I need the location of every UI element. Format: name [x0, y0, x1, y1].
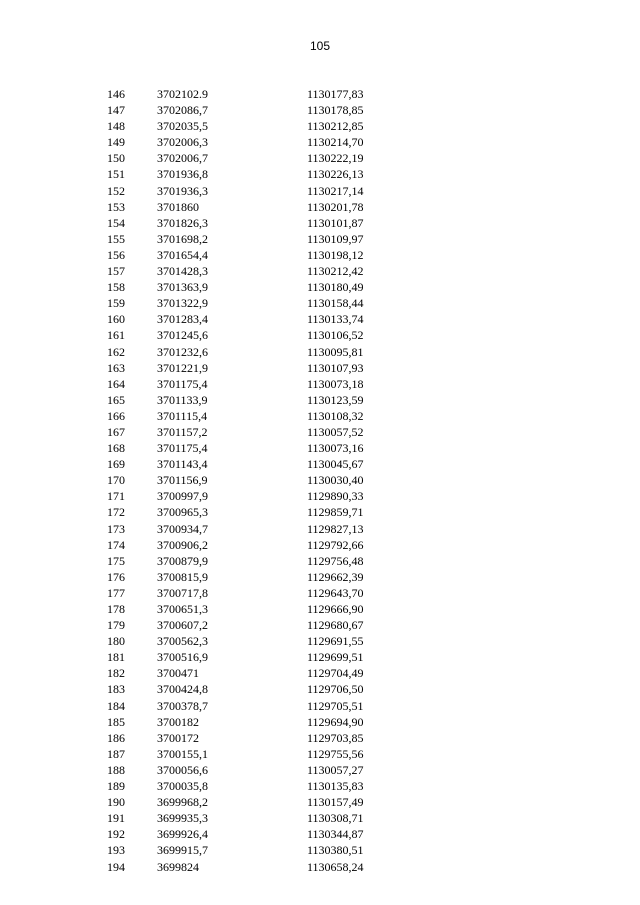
point-number: 179: [107, 618, 125, 633]
point-number: 163: [107, 360, 125, 375]
x-coordinate: 3700424,8: [157, 682, 208, 697]
table-row: [0, 392, 640, 408]
point-number: 173: [107, 521, 125, 536]
y-coordinate: 1130217,14: [307, 183, 364, 198]
y-coordinate: 1130344,87: [307, 827, 364, 842]
x-coordinate: 3699935,3: [157, 811, 208, 826]
x-coordinate: 3701157,2: [157, 424, 208, 439]
table-row: [0, 746, 640, 762]
y-coordinate: 1129705,51: [307, 698, 364, 713]
table-row: [0, 649, 640, 665]
y-coordinate: 1130212,85: [307, 119, 364, 134]
y-coordinate: 1130106,52: [307, 328, 364, 343]
x-coordinate: 3700906,2: [157, 537, 208, 552]
x-coordinate: 3700471: [157, 666, 199, 681]
table-row: [0, 569, 640, 585]
point-number: 170: [107, 473, 125, 488]
y-coordinate: 1129643,70: [307, 585, 364, 600]
table-row: [0, 617, 640, 633]
table-row: [0, 215, 640, 231]
table-row: [0, 166, 640, 182]
point-number: 189: [107, 779, 125, 794]
y-coordinate: 1130158,44: [307, 296, 364, 311]
y-coordinate: 1130157,49: [307, 795, 364, 810]
table-row: [0, 150, 640, 166]
table-row: [0, 601, 640, 617]
y-coordinate: 1129755,56: [307, 746, 364, 761]
x-coordinate: 3701143,4: [157, 457, 208, 472]
y-coordinate: 1130658,24: [307, 859, 364, 874]
point-number: 192: [107, 827, 125, 842]
x-coordinate: 3700378,7: [157, 698, 208, 713]
table-row: [0, 456, 640, 472]
y-coordinate: 1130214,70: [307, 135, 364, 150]
y-coordinate: 1129699,51: [307, 650, 364, 665]
y-coordinate: 1130177,83: [307, 87, 364, 101]
table-row: [0, 810, 640, 826]
table-row: [0, 102, 640, 118]
x-coordinate: 3701133,9: [157, 392, 208, 407]
point-number: 166: [107, 408, 125, 423]
x-coordinate: 3701175,4: [157, 376, 208, 391]
point-number: 184: [107, 698, 125, 713]
x-coordinate: 3701654,4: [157, 247, 208, 262]
point-number: 149: [107, 135, 125, 150]
y-coordinate: 1130308,71: [307, 811, 364, 826]
table-row: [0, 231, 640, 247]
y-coordinate: 1129706,50: [307, 682, 364, 697]
x-coordinate: 3702006,3: [157, 135, 208, 150]
point-number: 169: [107, 457, 125, 472]
table-row: [0, 633, 640, 649]
x-coordinate: 3700182: [157, 714, 199, 729]
table-row: [0, 408, 640, 424]
table-row: [0, 681, 640, 697]
table-row: [0, 698, 640, 714]
point-number: 193: [107, 843, 125, 858]
table-row: [0, 424, 640, 440]
x-coordinate: 3701363,9: [157, 280, 208, 295]
point-number: 174: [107, 537, 125, 552]
point-number: 178: [107, 602, 125, 616]
table-row: [0, 295, 640, 311]
point-number: 157: [107, 264, 125, 279]
x-coordinate: 3701860: [157, 199, 199, 214]
x-coordinate: 3700934,7: [157, 521, 208, 536]
x-coordinate: 3701826,3: [157, 215, 208, 230]
x-coordinate: 3700172: [157, 730, 199, 745]
x-coordinate: 3701232,6: [157, 344, 208, 359]
y-coordinate: 1130073,18: [307, 376, 364, 391]
x-coordinate: 3699915,7: [157, 843, 208, 858]
point-number: 165: [107, 392, 125, 407]
point-number: 147: [107, 103, 125, 118]
table-row: [0, 247, 640, 263]
y-coordinate: 1130380,51: [307, 843, 364, 858]
x-coordinate: 3701283,4: [157, 312, 208, 327]
table-row: [0, 279, 640, 295]
point-number: 176: [107, 569, 125, 584]
table-row: [0, 585, 640, 601]
point-number: 167: [107, 424, 125, 439]
y-coordinate: 1130123,59: [307, 392, 364, 407]
y-coordinate: 1129756,48: [307, 553, 364, 568]
x-coordinate: 3702102.9: [157, 87, 208, 101]
point-number: 175: [107, 553, 125, 568]
point-number: 151: [107, 167, 125, 182]
y-coordinate: 1130057,27: [307, 762, 364, 777]
table-row: [0, 665, 640, 681]
table-row: [0, 730, 640, 746]
point-number: 152: [107, 183, 125, 198]
x-coordinate: 3700056,6: [157, 762, 208, 777]
table-row: [0, 440, 640, 456]
table-row: [0, 553, 640, 569]
point-number: 159: [107, 296, 125, 311]
x-coordinate: 3700516,9: [157, 650, 208, 665]
y-coordinate: 1130178,85: [307, 103, 364, 118]
table-row: [0, 859, 640, 875]
x-coordinate: 3700997,9: [157, 489, 208, 504]
point-number: 171: [107, 489, 125, 504]
table-row: [0, 762, 640, 778]
x-coordinate: 3700815,9: [157, 569, 208, 584]
point-number: 155: [107, 231, 125, 246]
x-coordinate: 3700035,8: [157, 779, 208, 794]
point-number: 185: [107, 714, 125, 729]
point-number: 186: [107, 730, 125, 745]
table-row: [0, 86, 640, 102]
y-coordinate: 1129703,85: [307, 730, 364, 745]
x-coordinate: 3702035,5: [157, 119, 208, 134]
y-coordinate: 1130212,42: [307, 264, 364, 279]
x-coordinate: 3701175,4: [157, 441, 208, 456]
table-row: [0, 134, 640, 150]
point-number: 160: [107, 312, 125, 327]
y-coordinate: 1129680,67: [307, 618, 364, 633]
point-number: 187: [107, 746, 125, 761]
x-coordinate: 3700562,3: [157, 634, 208, 649]
y-coordinate: 1129704,49: [307, 666, 364, 681]
x-coordinate: 3700717,8: [157, 585, 208, 600]
table-row: [0, 311, 640, 327]
table-row: [0, 472, 640, 488]
point-number: 148: [107, 119, 125, 134]
point-number: 191: [107, 811, 125, 826]
table-row: [0, 344, 640, 360]
point-number: 177: [107, 585, 125, 600]
y-coordinate: 1130030,40: [307, 473, 364, 488]
x-coordinate: 3701322,9: [157, 296, 208, 311]
table-row: [0, 327, 640, 343]
y-coordinate: 1130180,49: [307, 280, 364, 295]
table-row: [0, 263, 640, 279]
point-number: 146: [107, 87, 125, 101]
x-coordinate: 3700607,2: [157, 618, 208, 633]
y-coordinate: 1130095,81: [307, 344, 364, 359]
point-number: 181: [107, 650, 125, 665]
y-coordinate: 1130045,67: [307, 457, 364, 472]
x-coordinate: 3699926,4: [157, 827, 208, 842]
point-number: 183: [107, 682, 125, 697]
y-coordinate: 1130073,16: [307, 441, 364, 456]
point-number: 168: [107, 441, 125, 456]
x-coordinate: 3701115,4: [157, 408, 208, 423]
y-coordinate: 1130222,19: [307, 151, 364, 166]
y-coordinate: 1129792,66: [307, 537, 364, 552]
table-row: [0, 778, 640, 794]
table-row: [0, 842, 640, 858]
point-number: 194: [107, 859, 125, 874]
point-number: 172: [107, 505, 125, 520]
x-coordinate: 3701156,9: [157, 473, 208, 488]
table-row: [0, 537, 640, 553]
point-number: 154: [107, 215, 125, 230]
y-coordinate: 1129666,90: [307, 602, 364, 616]
x-coordinate: 3700879,9: [157, 553, 208, 568]
y-coordinate: 1130107,93: [307, 360, 364, 375]
x-coordinate: 3700155,1: [157, 746, 208, 761]
table-row: [0, 794, 640, 810]
y-coordinate: 1130109,97: [307, 231, 364, 246]
y-coordinate: 1130133,74: [307, 312, 364, 327]
x-coordinate: 3701221,9: [157, 360, 208, 375]
y-coordinate: 1129859,71: [307, 505, 364, 520]
table-row: [0, 360, 640, 376]
table-row: [0, 488, 640, 504]
point-number: 161: [107, 328, 125, 343]
x-coordinate: 3701936,8: [157, 167, 208, 182]
page-number: 105: [309, 39, 331, 53]
y-coordinate: 1130198,12: [307, 247, 364, 262]
table-row: [0, 826, 640, 842]
table-row: [0, 118, 640, 134]
point-number: 162: [107, 344, 125, 359]
y-coordinate: 1129662,39: [307, 569, 364, 584]
y-coordinate: 1129827,13: [307, 521, 364, 536]
table-row: [0, 714, 640, 730]
table-row: [0, 199, 640, 215]
y-coordinate: 1129694,90: [307, 714, 364, 729]
table-row: [0, 376, 640, 392]
x-coordinate: 3701428,3: [157, 264, 208, 279]
point-number: 180: [107, 634, 125, 649]
x-coordinate: 3701245,6: [157, 328, 208, 343]
point-number: 158: [107, 280, 125, 295]
point-number: 188: [107, 762, 125, 777]
point-number: 190: [107, 795, 125, 810]
y-coordinate: 1129691,55: [307, 634, 364, 649]
point-number: 164: [107, 376, 125, 391]
x-coordinate: 3702086,7: [157, 103, 208, 118]
y-coordinate: 1130108,32: [307, 408, 364, 423]
x-coordinate: 3701936,3: [157, 183, 208, 198]
y-coordinate: 1130057,52: [307, 424, 364, 439]
table-row: [0, 521, 640, 537]
y-coordinate: 1130201,78: [307, 199, 364, 214]
point-number: 182: [107, 666, 125, 681]
x-coordinate: 3701698,2: [157, 231, 208, 246]
y-coordinate: 1130226,13: [307, 167, 364, 182]
x-coordinate: 3699824: [157, 859, 199, 874]
point-number: 153: [107, 199, 125, 214]
x-coordinate: 3702006,7: [157, 151, 208, 166]
point-number: 156: [107, 247, 125, 262]
table-row: [0, 183, 640, 199]
x-coordinate: 3700651,3: [157, 602, 208, 616]
coordinates-table: [0, 86, 640, 875]
y-coordinate: 1130135,83: [307, 779, 364, 794]
table-row: [0, 504, 640, 520]
x-coordinate: 3700965,3: [157, 505, 208, 520]
y-coordinate: 1130101,87: [307, 215, 364, 230]
y-coordinate: 1129890,33: [307, 489, 364, 504]
x-coordinate: 3699968,2: [157, 795, 208, 810]
point-number: 150: [107, 151, 125, 166]
